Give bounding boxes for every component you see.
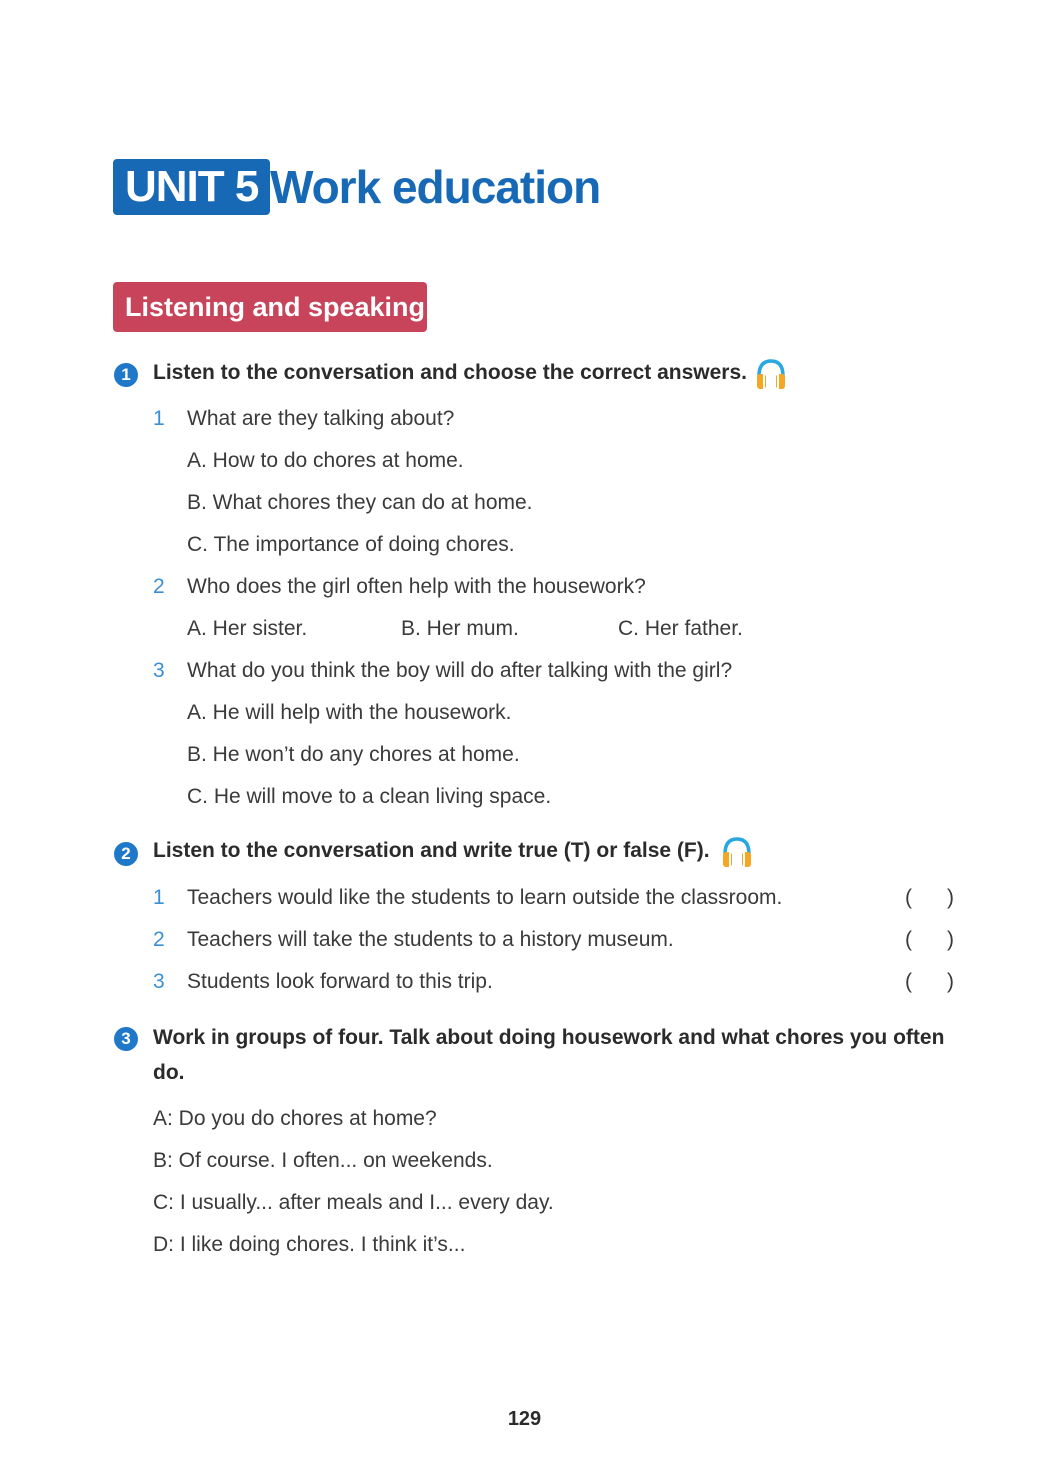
true-false-blank[interactable]: ( ): [905, 928, 954, 951]
statement-text: Teachers would like the students to learn outside the classroom.: [187, 886, 783, 909]
question-number: 1: [153, 407, 165, 430]
exercise-2-number: 2: [114, 842, 138, 866]
section-banner: Listening and speaking: [113, 282, 427, 332]
unit-badge: UNIT 5: [113, 159, 270, 215]
question-text: What are they talking about?: [187, 407, 455, 430]
question-text: Who does the girl often help with the housework?: [187, 575, 646, 598]
question-text: What do you think the boy will do after talking with the girl?: [187, 659, 733, 682]
statement-number: 2: [153, 928, 165, 951]
question-number: 2: [153, 575, 165, 598]
dialog-line: B: Of course. I often... on weekends.: [153, 1149, 493, 1172]
answer-option[interactable]: A. How to do chores at home.: [187, 449, 464, 472]
answer-option[interactable]: C. Her father.: [618, 617, 743, 640]
exercise-3-number: 3: [114, 1027, 138, 1051]
unit-title: Work education: [270, 161, 601, 213]
exercise-1-instruction: Listen to the conversation and choose the correct answers.: [153, 361, 747, 384]
exercise-3-instruction: Work in groups of four. Talk about doing housework and what chores you often do.: [153, 1026, 945, 1084]
answer-option[interactable]: B. He won’t do any chores at home.: [187, 743, 520, 766]
statement-text: Teachers will take the students to a history museum.: [187, 928, 674, 951]
answer-option[interactable]: B. What chores they can do at home.: [187, 491, 533, 514]
page-number: 129: [507, 1408, 542, 1430]
statement-number: 3: [153, 970, 165, 993]
question-number: 3: [153, 659, 165, 682]
headphones-icon[interactable]: [720, 835, 754, 869]
headphones-icon[interactable]: [754, 357, 788, 391]
answer-option[interactable]: C. The importance of doing chores.: [187, 533, 515, 556]
answer-option[interactable]: A. Her sister.: [187, 617, 308, 640]
answer-option[interactable]: B. Her mum.: [401, 617, 519, 640]
statement-number: 1: [153, 886, 165, 909]
exercise-2-instruction: Listen to the conversation and write true (T) or false (F).: [153, 839, 710, 862]
true-false-blank[interactable]: ( ): [905, 970, 954, 993]
exercise-1-number: 1: [114, 363, 138, 387]
true-false-blank[interactable]: ( ): [905, 886, 954, 909]
answer-option[interactable]: C. He will move to a clean living space.: [187, 785, 552, 808]
dialog-line: C: I usually... after meals and I... every day.: [153, 1191, 554, 1214]
dialog-line: D: I like doing chores. I think it’s...: [153, 1233, 466, 1256]
dialog-line: A: Do you do chores at home?: [153, 1107, 437, 1130]
answer-option[interactable]: A. He will help with the housework.: [187, 701, 512, 724]
statement-text: Students look forward to this trip.: [187, 970, 493, 993]
